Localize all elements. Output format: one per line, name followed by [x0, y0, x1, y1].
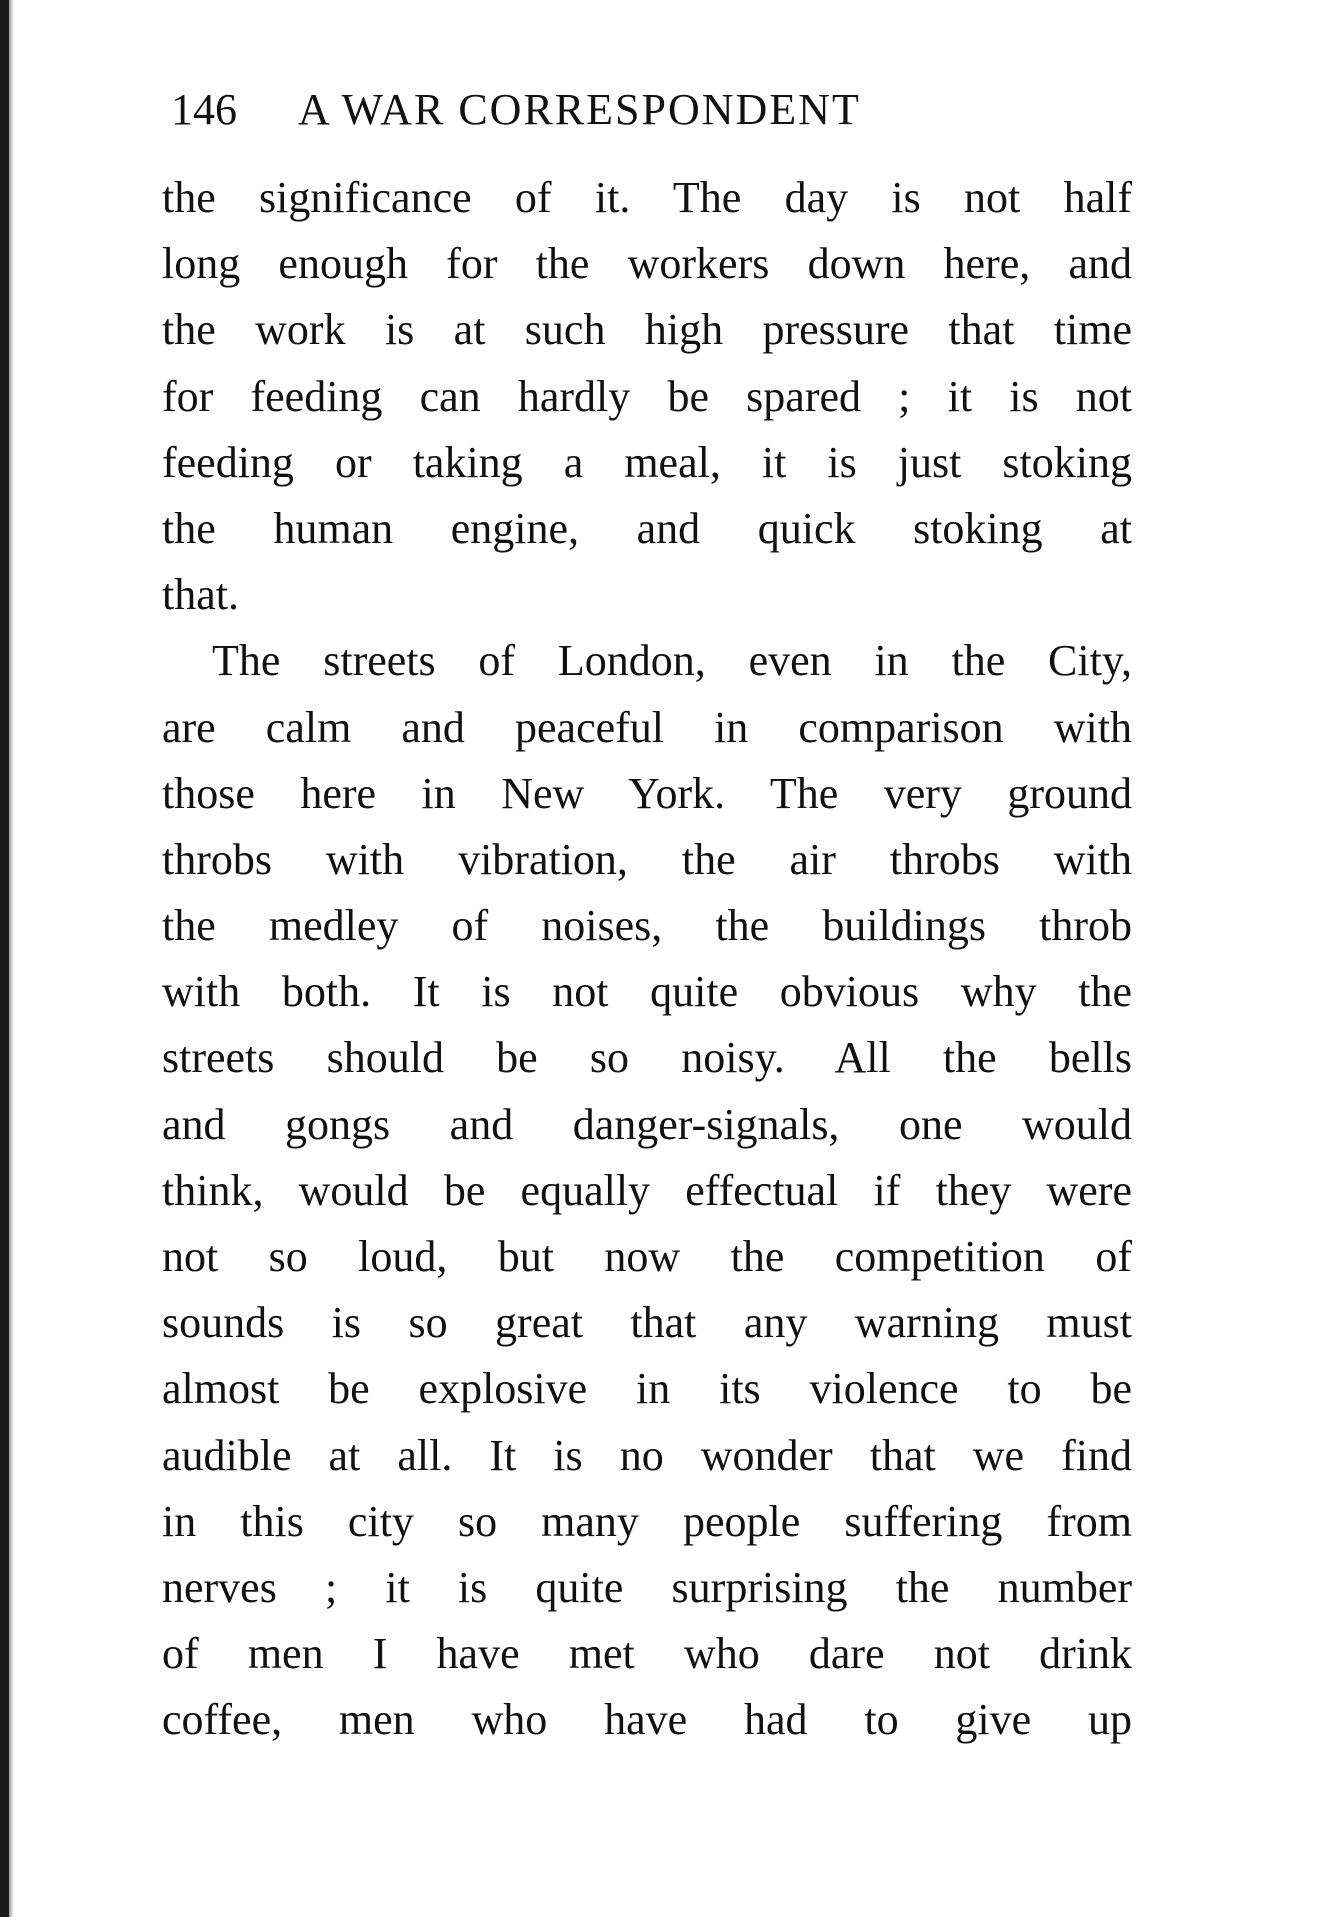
text-line: the human engine, and quick stoking at [162, 503, 1132, 553]
running-head: A WAR CORRESPONDENT [298, 85, 861, 134]
text-line: throbs with vibration, the air throbs with [162, 834, 1132, 884]
text-line: nerves ; it is quite surprising the number [162, 1562, 1132, 1612]
text-line: streets should be so noisy. All the bells [162, 1033, 1132, 1083]
text-line: in this city so many people suffering from [162, 1496, 1132, 1546]
text-line: coffee, men who have had to give up [162, 1695, 1132, 1745]
text-line: not so loud, but now the competition of [162, 1232, 1132, 1281]
text-line: think, would be equally effectual if they were [162, 1165, 1132, 1215]
page-header [171, 80, 1171, 140]
text-line: the work is at such high pressure that time [162, 305, 1132, 355]
text-line: are calm and peaceful in comparison with [162, 702, 1132, 752]
text-line: with both. It is not quite obvious why the [162, 967, 1132, 1017]
text-line: for feeding can hardly be spared ; it is not [162, 371, 1132, 421]
text-line: the medley of noises, the buildings throb [162, 901, 1132, 951]
body-text [162, 165, 1132, 1754]
paragraph [162, 165, 1132, 628]
text-line: audible at all. It is no wonder that we find [162, 1430, 1132, 1480]
page-binding-edge [0, 0, 9, 1917]
text-line: and gongs and danger-signals, one would [162, 1099, 1132, 1149]
text-line: The streets of London, even in the City, [212, 636, 1132, 686]
page-binding-shadow [9, 0, 14, 1917]
text-line: sounds is so great that any warning must [162, 1298, 1132, 1348]
text-line: feeding or taking a meal, it is just stoking [162, 437, 1132, 487]
text-line: that. [162, 570, 239, 620]
text-line: almost be explosive in its violence to be [162, 1364, 1132, 1414]
page-number: 146 [171, 85, 237, 134]
text-line: long enough for the workers down here, and [162, 239, 1132, 289]
text-line: of men I have met who dare not drink [162, 1629, 1132, 1679]
text-line: those here in New York. The very ground [162, 768, 1132, 818]
text-line: the significance of it. The day is not half [162, 173, 1132, 222]
paragraph [162, 628, 1132, 1753]
